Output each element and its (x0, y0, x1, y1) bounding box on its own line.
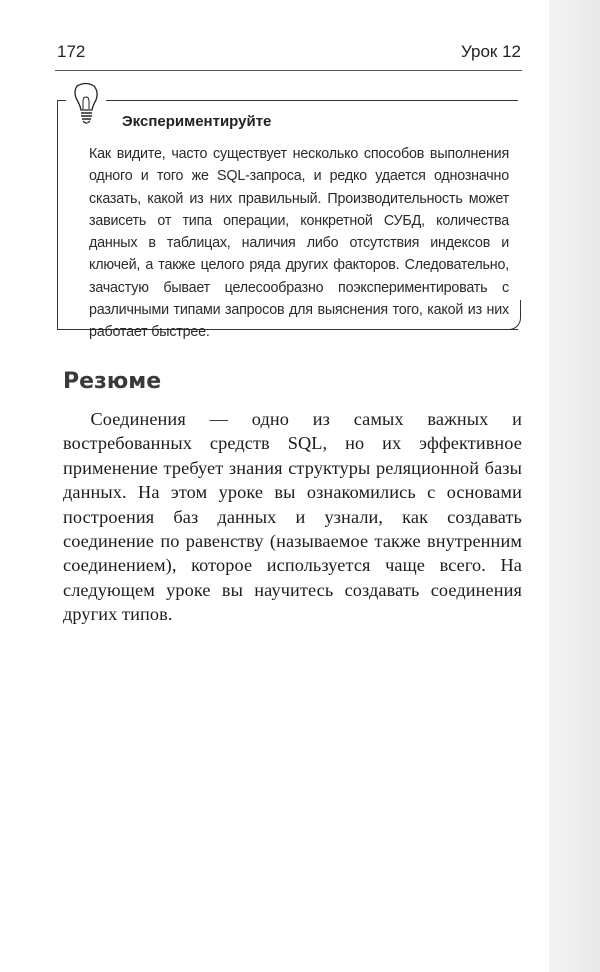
lightbulb-icon (66, 82, 106, 132)
page-number: 172 (57, 42, 86, 61)
tip-sidebar-corner (509, 300, 521, 330)
running-header: Урок 12 (460, 42, 521, 61)
body-paragraph: Соединения — одно из самых важных и востребованных средств SQL, но их эффективное применение требует знания структуры реляционной базы данных. На этом уроке вы ознакомились с основами построения баз данных и узнали, как создавать соединение по равенству (называемое также внутренним соединением), которое используется чаще всего. На следующем уроке вы научитесь создавать соединения других типов. (63, 409, 522, 625)
sidebar-title: Экспериментируйте (122, 113, 272, 130)
header-rule (55, 70, 522, 71)
section-heading: Резюме (63, 369, 162, 394)
sidebar-text: Как видите, часто существует несколько способов выполнения одного и того же SQL-запроса, и редко удается однозначно сказать, какой из них правильный. Производительность может зависеть от типа операции, конкретной СУБД, количества данных в таблицах, наличия либо отсутствия индексов и ключей, а также целого ряда других факторов. Следовательно, зачастую бывает целесообразно поэкспериментировать с различными типами запросов для выяснения того, какой из них работает быстрее. (89, 146, 509, 341)
page-edge-shadow (549, 0, 600, 972)
